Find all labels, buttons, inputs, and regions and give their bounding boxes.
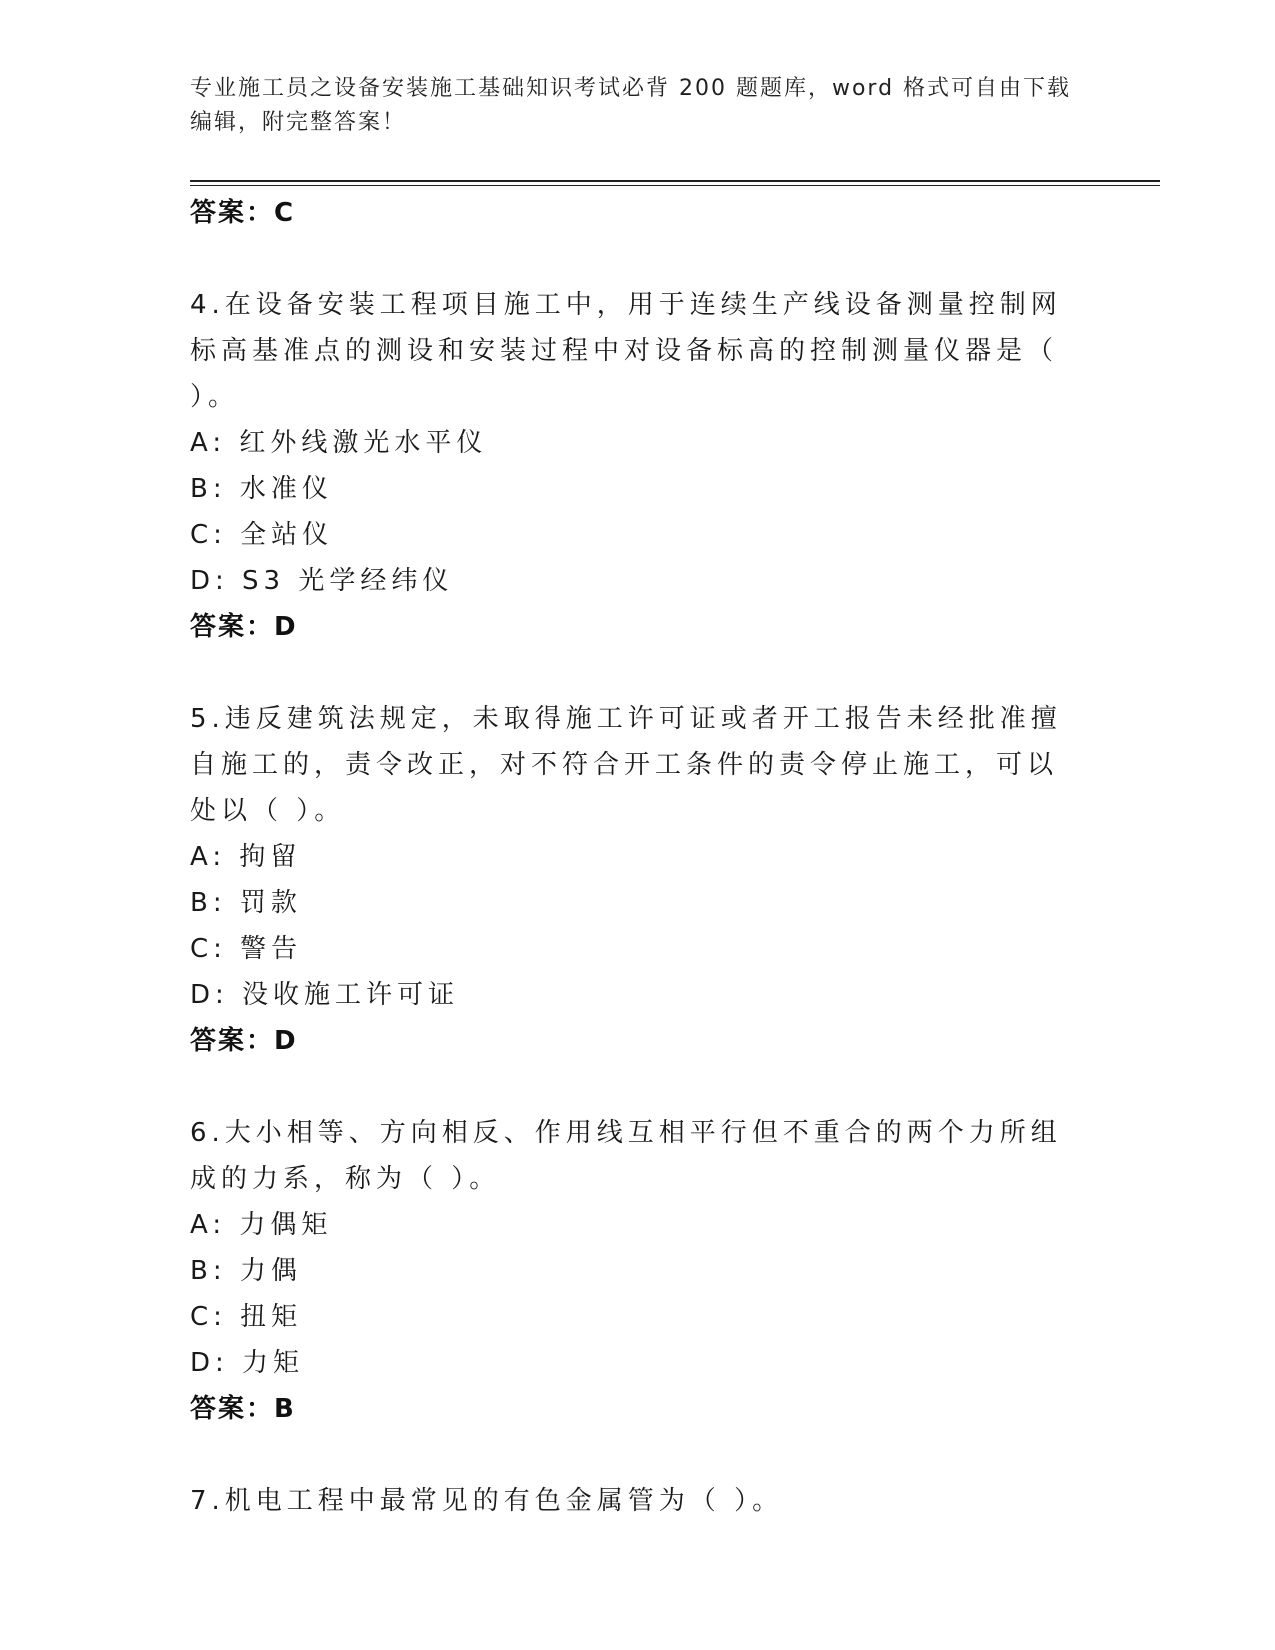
header-line-2: 编辑，附完整答案！ [190,110,407,135]
answer-text: 答案：B [190,1394,296,1424]
option-d: D: S3 光学经纬仪 [190,566,454,596]
option-d: D: 没收施工许可证 [190,980,460,1010]
question-stem: 7.机电工程中最常见的有色金属管为（ ）。 [190,1486,784,1516]
option-b: B: 水准仪 [190,474,333,504]
question-stem: 5.违反建筑法规定，未取得施工许可证或者开工报告未经批准擅自施工的，责令改正，对不符合开工条件的责令停止施工，可以处以（ ）。 [190,704,1062,826]
option-d: D: 力矩 [190,1348,305,1378]
answer-text: 答案：C [190,198,296,228]
option-a: A: 红外线激光水平仪 [190,428,488,458]
question-list [190,190,1090,1524]
option-b: B: 罚款 [190,888,302,918]
option-c: C: 扭矩 [190,1302,303,1332]
header-line-1: 专业施工员之设备安装施工基础知识考试必背 200 题题库，word 格式可自由下载 [190,76,1072,101]
header-divider [190,180,1160,182]
question-stem: 6.大小相等、方向相反、作用线互相平行但不重合的两个力所组成的力系，称为（ ）。 [190,1118,1062,1194]
question-item [190,1478,1090,1524]
question-item [190,282,1090,650]
question-stem: 4.在设备安装工程项目施工中，用于连续生产线设备测量控制网标高基准点的测设和安装过程中对设备标高的控制测量仪器是（ ）。 [190,290,1062,412]
answer-text: 答案：D [190,1026,298,1056]
option-c: C: 全站仪 [190,520,334,550]
document-header [190,72,1090,140]
question-item [190,1110,1090,1432]
option-a: A: 力偶矩 [190,1210,333,1240]
header-divider-thin [190,185,1160,186]
option-a: A: 拘留 [190,842,302,872]
question-item [190,696,1090,1064]
answer-text: 答案：D [190,612,298,642]
option-c: C: 警告 [190,934,303,964]
option-b: B: 力偶 [190,1256,302,1286]
